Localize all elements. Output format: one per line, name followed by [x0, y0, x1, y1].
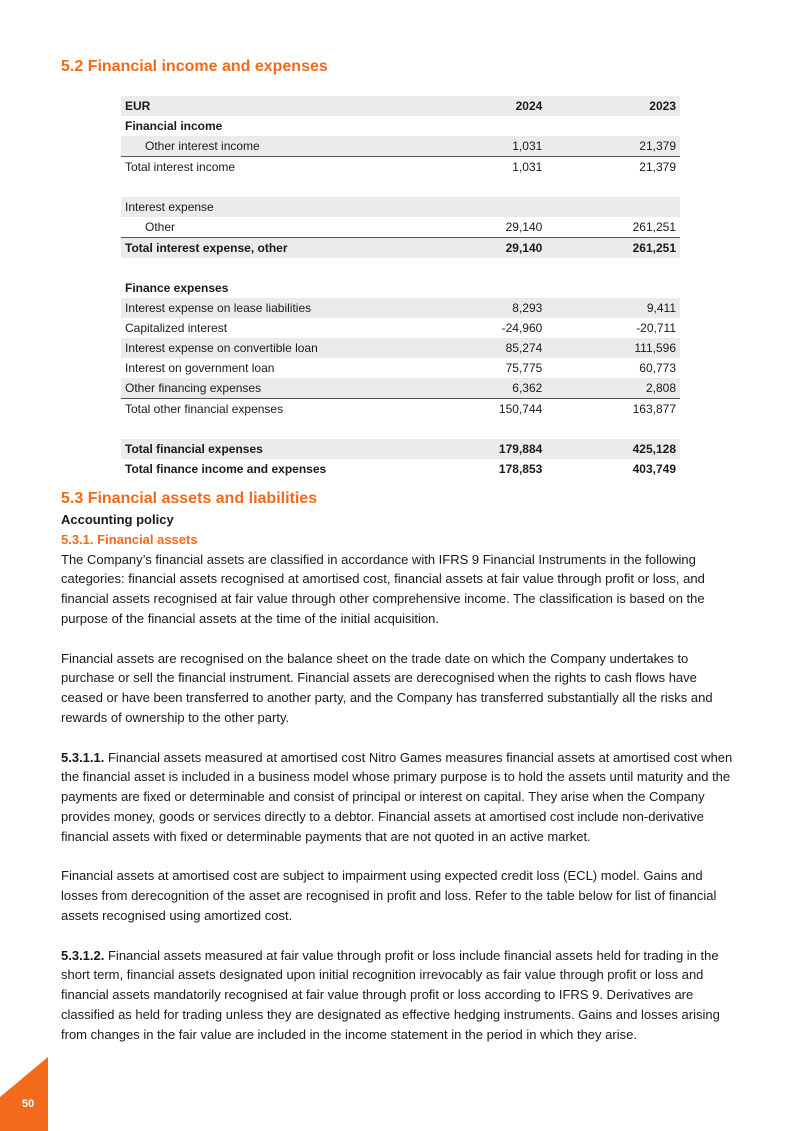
row-label: Capitalized interest	[125, 321, 228, 335]
row-value-2023: 111,596	[546, 338, 680, 358]
row-value-2024	[423, 278, 546, 298]
row-value-2023	[546, 258, 680, 278]
row-value-2024: -24,960	[501, 321, 543, 335]
row-value-2023: 21,379	[639, 160, 676, 174]
row-label	[121, 177, 423, 197]
paragraph-lead-5-3-1-1: 5.3.1.1.	[61, 749, 105, 765]
table-row	[121, 217, 680, 238]
page-number: 50	[22, 1098, 35, 1110]
paragraph-fair-value	[61, 946, 741, 1045]
row-label: Interest expense on lease liabilities	[121, 298, 423, 318]
row-value-2023: 9,411	[546, 298, 680, 318]
row-value-2024: 29,140	[423, 238, 546, 259]
row-value-2023: 2,808	[546, 378, 680, 399]
table-header-row	[121, 96, 680, 116]
row-label: Total other financial expenses	[125, 402, 284, 416]
row-value-2023	[546, 197, 680, 217]
table-spacer-row	[121, 177, 680, 197]
row-label: Other interest income	[121, 136, 423, 157]
page-corner-tab	[0, 1057, 48, 1131]
row-value-2024: 1,031	[512, 160, 543, 174]
row-value-2024: 179,884	[423, 439, 546, 459]
table-row	[121, 459, 680, 479]
table-row	[121, 358, 680, 378]
row-value-2023	[546, 278, 680, 298]
row-value-2023: 261,251	[546, 238, 680, 259]
row-value-2023: 163,877	[632, 402, 676, 416]
row-value-2024: 85,274	[423, 338, 546, 358]
row-label: Other financing expenses	[121, 378, 423, 399]
table-row	[121, 197, 680, 217]
row-value-2024: 178,853	[498, 462, 543, 476]
table-row	[121, 157, 680, 178]
table-row	[121, 116, 680, 136]
table-row	[121, 378, 680, 399]
row-label: Total finance income and expenses	[125, 462, 327, 476]
header-eur: EUR	[121, 96, 423, 116]
financial-income-table	[121, 96, 680, 479]
row-value-2023	[546, 419, 680, 439]
paragraph-text: Financial assets measured at amortised cost Nitro Games measures financial assets at amortised cost when the financial asset is included in a business model whose primary purpose is to hold the assets until maturity and the payments are fixed or determinable and consist of principal or interest on capital. They arise when the Company provides money, goods or services directly to a debtor. Financial assets at amortised cost include non-derivative financial assets with fixed or determinable payments that are not quoted in an active market.	[61, 749, 733, 844]
row-value-2024: 6,362	[423, 378, 546, 399]
table-row	[121, 439, 680, 459]
row-label: Other	[121, 217, 423, 238]
row-label: Financial income	[125, 119, 223, 133]
row-value-2024	[423, 177, 546, 197]
table-row	[121, 136, 680, 157]
paragraph-amortised-cost	[61, 748, 741, 847]
row-label: Total interest expense, other	[121, 238, 423, 259]
table-row	[121, 238, 680, 259]
row-value-2023: 261,251	[546, 217, 680, 238]
row-value-2024: 1,031	[423, 136, 546, 157]
paragraph-classification: The Company’s financial assets are classified in accordance with IFRS 9 Financial Instruments in the following categories: financial assets recognised at amortised cost, financial assets at fair value through profit or loss, and financial assets recognised at fair value through other comprehensive income. The classification is based on the purpose of the financial assets at the time of the initial acquisition.	[61, 551, 705, 626]
row-value-2024: 150,744	[498, 402, 543, 416]
row-label: Total interest income	[125, 160, 236, 174]
row-label: Total financial expenses	[121, 439, 423, 459]
row-label: Finance expenses	[125, 281, 229, 295]
row-value-2023	[546, 177, 680, 197]
section-title-5-2: 5.2 Financial income and expenses	[61, 58, 328, 75]
table-row	[121, 399, 680, 420]
row-value-2024	[423, 258, 546, 278]
paragraph-impairment: Financial assets at amortised cost are subject to impairment using expected credit loss (ECL) model. Gains and losses from derecognition of the asset are recognised in profit and loss. Refer to the table below for list of financial assets recognised using amortized cost.	[61, 868, 717, 923]
row-value-2023: -20,711	[636, 321, 676, 335]
row-label	[121, 419, 423, 439]
row-label: Interest expense on convertible loan	[121, 338, 423, 358]
row-value-2024: 29,140	[423, 217, 546, 238]
row-label: Interest on government loan	[125, 361, 275, 375]
paragraph-text: Financial assets measured at fair value through profit or loss include financial assets held for trading in the short term, financial assets designated upon initial recognition irrevocably as fair value through profit or loss and financial assets mandatorily recognised at fair value through profit or loss according to IFRS 9. Derivatives are classified as held for trading unless they are designated as effective hedging instruments. Gains and losses arising from changes in the fair value are included in the income statement in the period in which they arise.	[61, 947, 720, 1042]
row-value-2024	[423, 116, 546, 136]
section-title-5-3: 5.3 Financial assets and liabilities	[61, 490, 318, 507]
row-value-2024	[423, 419, 546, 439]
row-value-2024: 75,775	[505, 361, 543, 375]
row-value-2024	[423, 197, 546, 217]
table-row	[121, 278, 680, 298]
row-value-2023: 403,749	[632, 462, 676, 476]
row-label: Interest expense	[121, 197, 423, 217]
table-spacer-row	[121, 419, 680, 439]
paragraph-recognition: Financial assets are recognised on the balance sheet on the trade date on which the Company undertakes to purchase or sell the financial instrument. Financial assets are derecognised when the rights to cash flows have ceased or have been transferred to another party, and the Company has transferred substantially all the risks and rewards of ownership to the other party.	[61, 650, 713, 725]
table-row	[121, 318, 680, 338]
paragraph-lead-5-3-1-2: 5.3.1.2.	[61, 947, 105, 963]
table-spacer-row	[121, 258, 680, 278]
row-value-2023: 425,128	[546, 439, 680, 459]
row-value-2023: 60,773	[639, 361, 676, 375]
row-label	[121, 258, 423, 278]
table-row	[121, 338, 680, 358]
accounting-policy-heading: Accounting policy	[61, 512, 174, 527]
row-value-2024: 8,293	[423, 298, 546, 318]
subsection-heading-5-3-1: 5.3.1. Financial assets	[61, 531, 198, 547]
section-body	[61, 510, 741, 1045]
header-2024: 2024	[423, 96, 546, 116]
table-row	[121, 298, 680, 318]
header-2023: 2023	[546, 96, 680, 116]
row-value-2023: 21,379	[546, 136, 680, 157]
row-value-2023	[546, 116, 680, 136]
